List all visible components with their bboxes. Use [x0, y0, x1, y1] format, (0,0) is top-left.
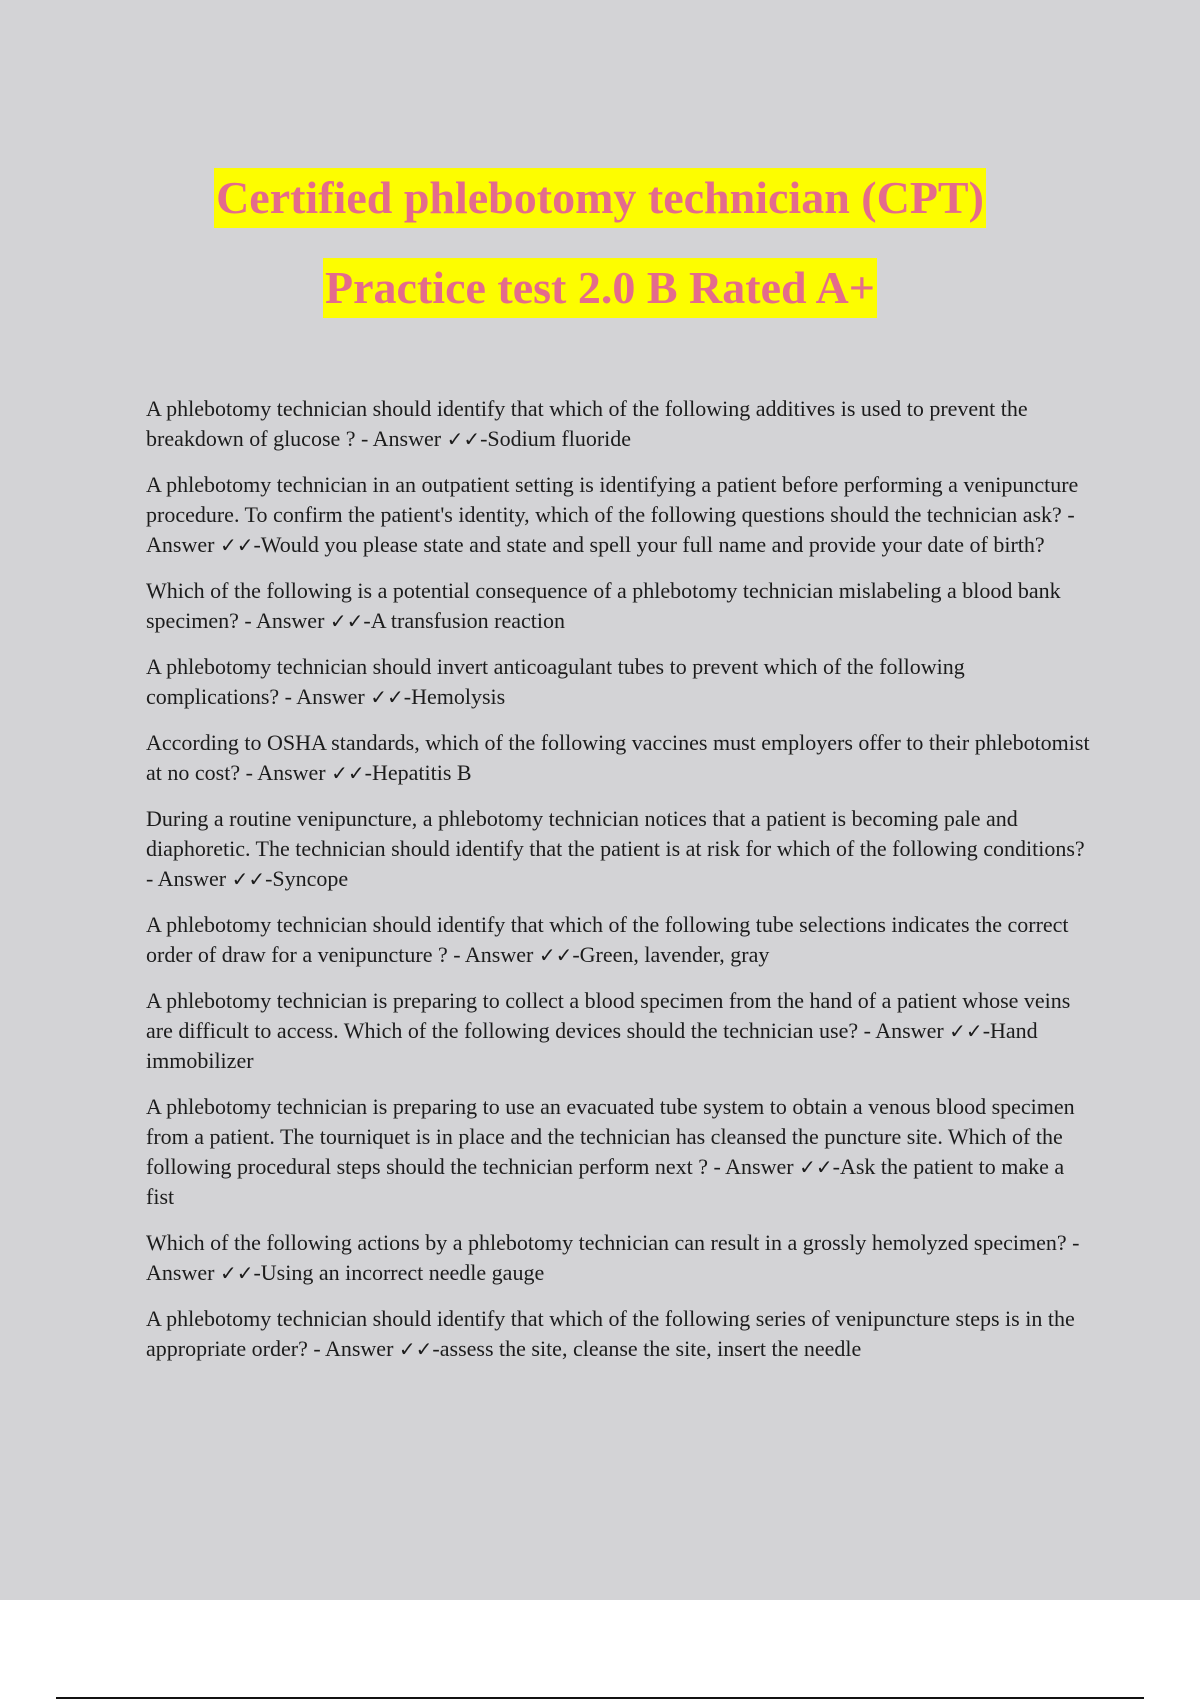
qa-item	[146, 1092, 1092, 1212]
title-line-1: Certified phlebotomy technician (CPT)	[214, 168, 986, 228]
double-check-icon: ✓✓	[329, 609, 364, 633]
question-text: A phlebotomy technician is preparing to collect a blood specimen from the hand of a patient whose veins are difficult to access. Which of the following devices should the technician use? -	[146, 988, 1071, 1043]
answer-text: -Using an incorrect needle gauge	[253, 1260, 545, 1285]
question-text: During a routine venipuncture, a phlebotomy technician notices that a patient is becoming pale and diaphoretic. The technician should identify that the patient is at risk for which of the following conditions? -	[146, 806, 1085, 891]
answer-prefix: Answer	[146, 532, 215, 557]
answer-text: -Would you please state and state and spell your full name and provide your date of birth?	[253, 532, 1045, 557]
question-answer-list	[146, 394, 1092, 1380]
answer-text: -assess the site, cleanse the site, insert the needle	[432, 1336, 862, 1361]
question-text: A phlebotomy technician should identify that which of the following series of venipuncture steps is in the appropriate order? -	[146, 1306, 1075, 1361]
double-check-icon: ✓✓	[219, 533, 254, 557]
answer-prefix: Answer	[157, 866, 227, 891]
qa-item	[146, 910, 1092, 970]
qa-item	[146, 394, 1092, 454]
answer-prefix: Answer	[146, 1260, 215, 1285]
double-check-icon: ✓✓	[231, 867, 266, 891]
double-check-icon: ✓✓	[799, 1155, 833, 1179]
qa-item	[146, 728, 1092, 788]
double-check-icon: ✓✓	[446, 427, 481, 451]
answer-text: -Syncope	[265, 866, 349, 891]
qa-item	[146, 576, 1092, 636]
question-text: A phlebotomy technician should invert anticoagulant tubes to prevent which of the following complications? -	[146, 654, 965, 709]
question-text: A phlebotomy technician should identify that which of the following tube selections indicates the correct order of draw for a venipuncture ? -	[146, 912, 1069, 967]
answer-prefix: Answer	[324, 1336, 394, 1361]
answer-text: -Hepatitis B	[364, 760, 472, 785]
question-text: Which of the following is a potential consequence of a phlebotomy technician mislabeling a blood bank specimen? -	[146, 578, 1061, 633]
qa-item	[146, 804, 1092, 894]
question-text: According to OSHA standards, which of the following vaccines must employers offer to their phlebotomist at no cost? -	[146, 730, 1090, 785]
qa-item	[146, 1228, 1092, 1288]
qa-item	[146, 652, 1092, 712]
title-line-2: Practice test 2.0 B Rated A+	[323, 258, 877, 318]
answer-prefix: Answer	[875, 1018, 944, 1043]
double-check-icon: ✓✓	[538, 943, 573, 967]
question-text: A phlebotomy technician should identify that which of the following additives is used to prevent the breakdown of glucose ? -	[146, 396, 1028, 451]
answer-text: -A transfusion reaction	[363, 608, 566, 633]
question-text: Which of the following actions by a phlebotomy technician can result in a grossly hemolyzed specimen? -	[146, 1230, 1080, 1255]
document-title	[0, 168, 1200, 348]
answer-text: -Hemolysis	[403, 684, 506, 709]
double-check-icon: ✓✓	[370, 685, 404, 709]
footer-divider	[56, 1697, 1144, 1699]
answer-prefix: Answer	[725, 1154, 794, 1179]
qa-item	[146, 986, 1092, 1076]
qa-item	[146, 1304, 1092, 1364]
answer-prefix: Answer	[257, 760, 326, 785]
question-text: A phlebotomy technician in an outpatient setting is identifying a patient before performing a venipuncture procedure. To confirm the patient's identity, which of the following questions should the technician ask? -	[146, 472, 1079, 527]
double-check-icon: ✓✓	[219, 1261, 254, 1285]
answer-text: -Green, lavender, gray	[572, 942, 770, 967]
answer-text: -Ask the patient to make a fist	[146, 1154, 1065, 1209]
answer-prefix: Answer	[296, 684, 365, 709]
qa-item	[146, 470, 1092, 560]
question-text: A phlebotomy technician is preparing to use an evacuated tube system to obtain a venous blood specimen from a patient. The tourniquet is in place and the technician has cleansed the puncture site. Which of the following procedural steps should the technician perform next ? -	[146, 1094, 1075, 1179]
double-check-icon: ✓✓	[398, 1337, 433, 1361]
double-check-icon: ✓✓	[331, 761, 365, 785]
answer-prefix: Answer	[464, 942, 534, 967]
answer-text: -Hand immobilizer	[146, 1018, 1038, 1073]
double-check-icon: ✓✓	[949, 1019, 983, 1043]
answer-prefix: Answer	[255, 608, 325, 633]
answer-prefix: Answer	[372, 426, 442, 451]
answer-text: -Sodium fluoride	[480, 426, 632, 451]
